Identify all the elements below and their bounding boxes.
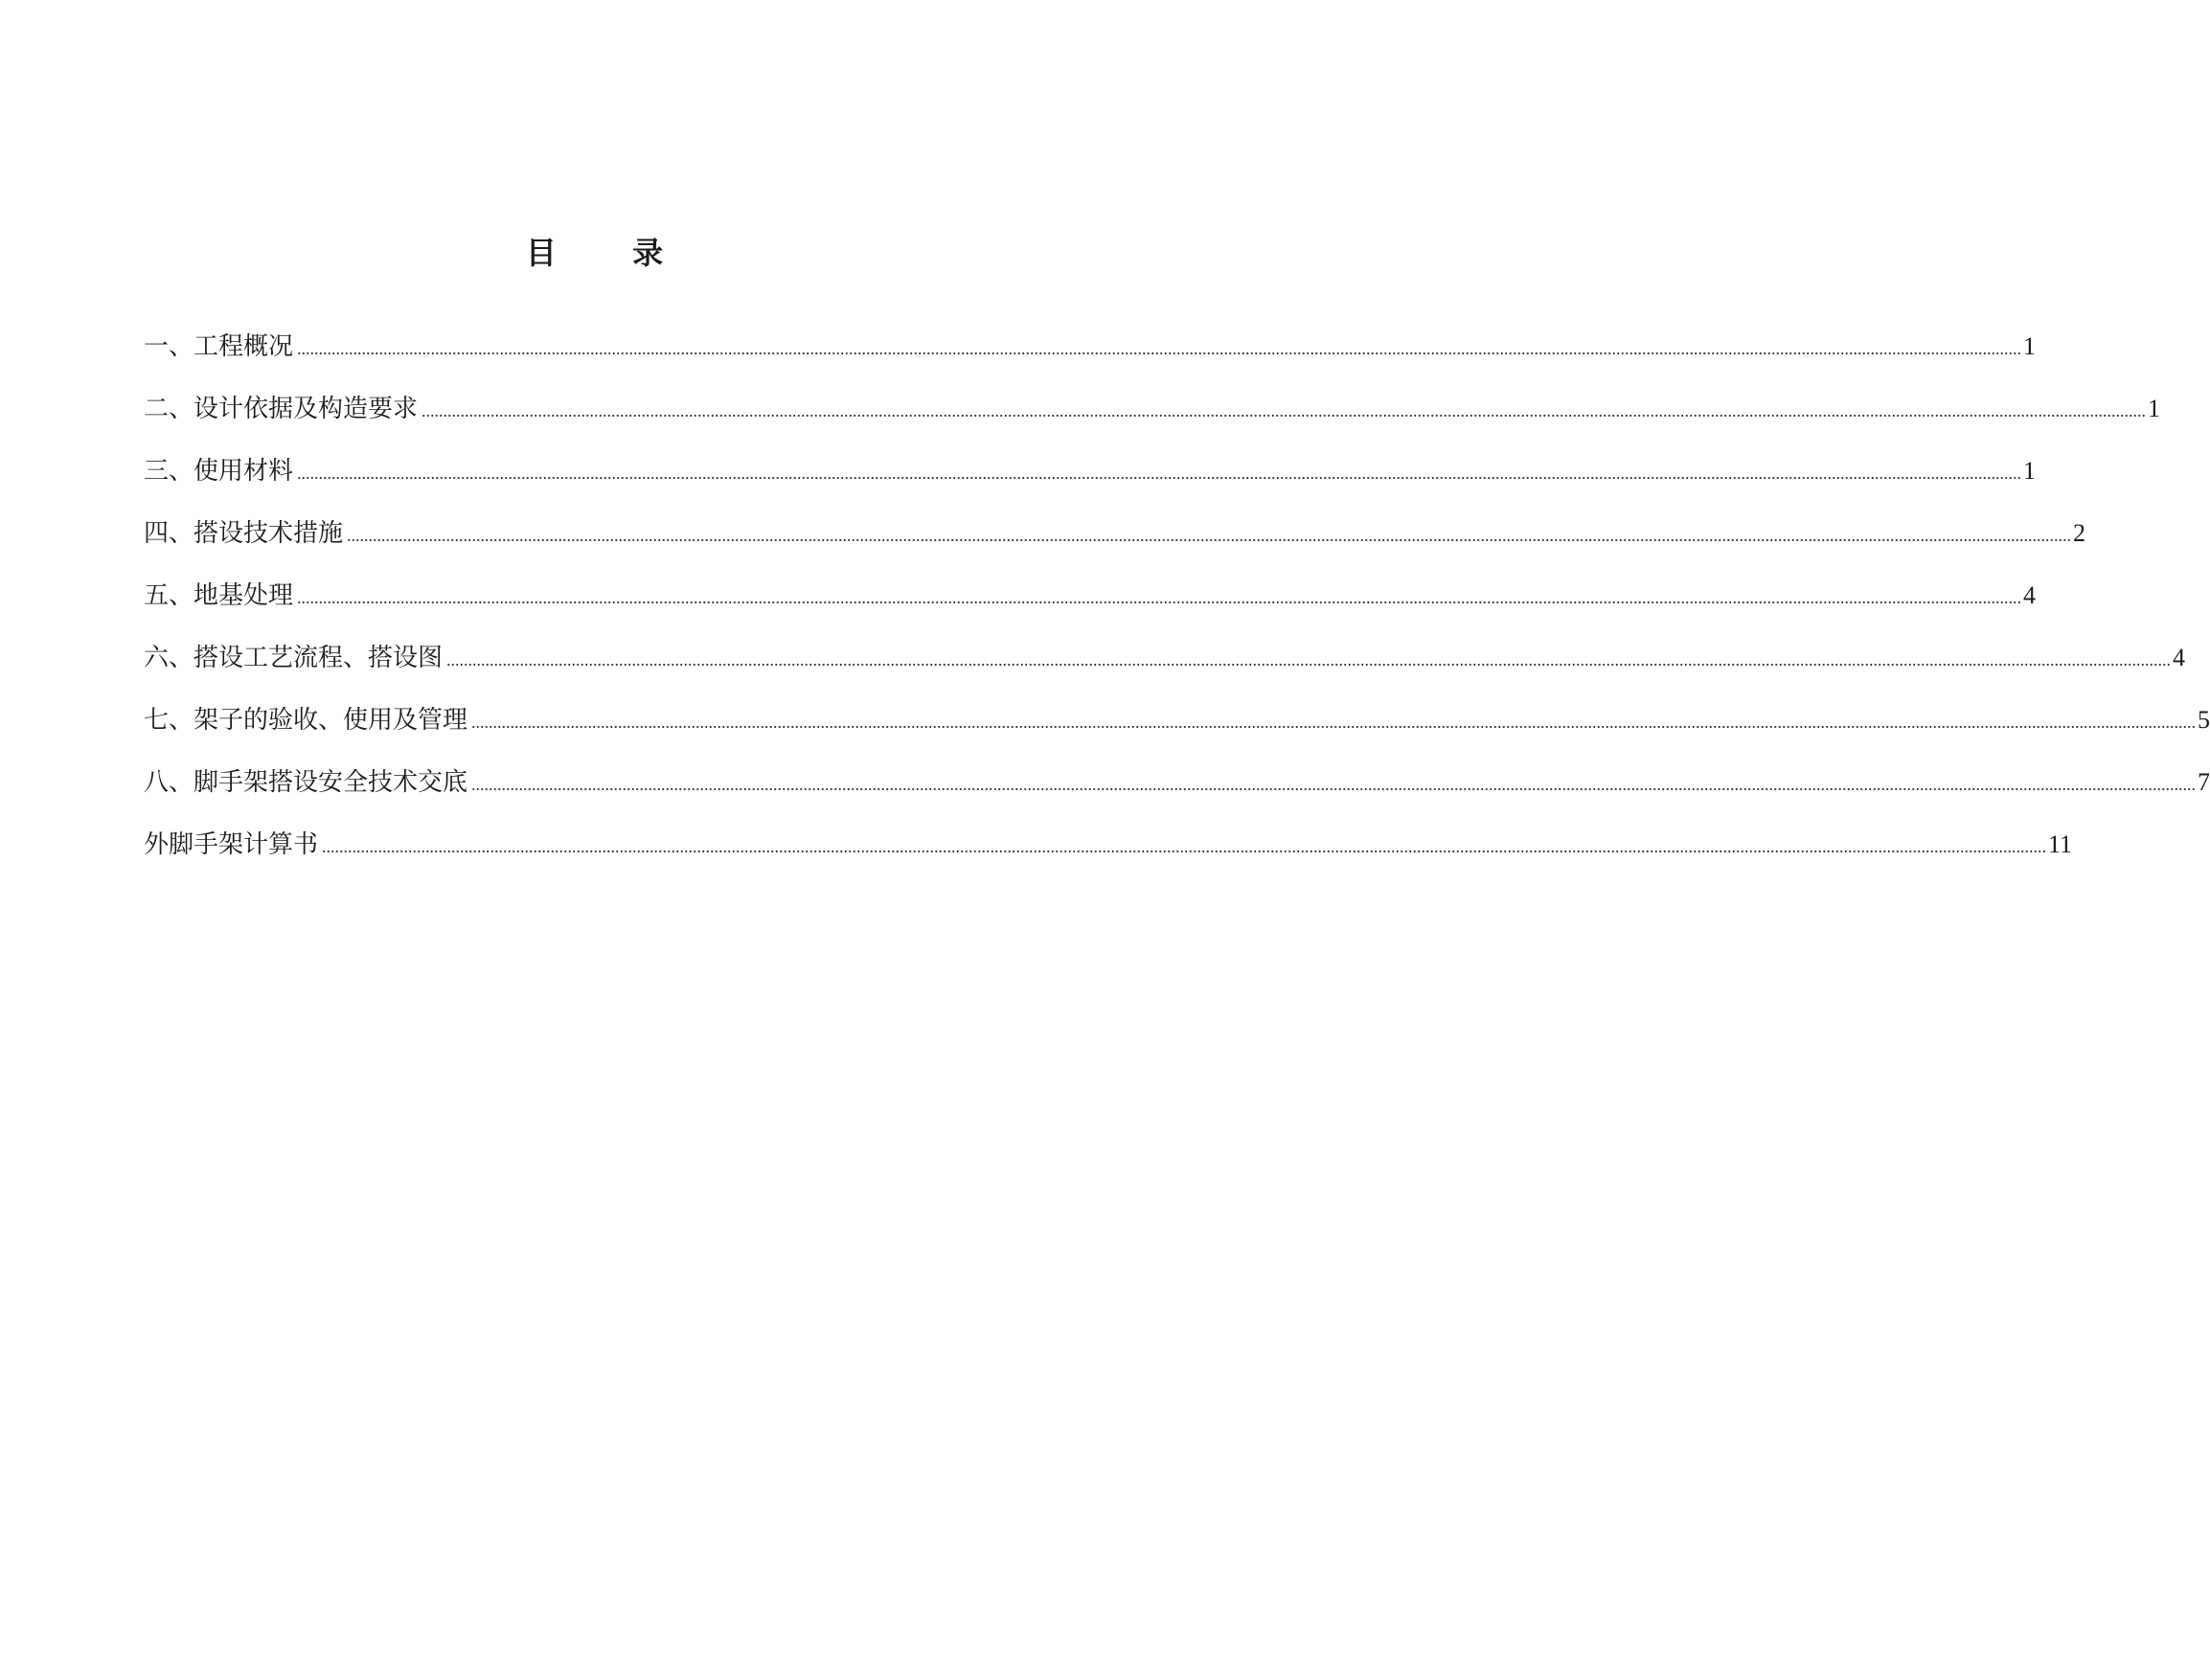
toc-title: 目 录: [525, 235, 696, 271]
toc-dot-leader: ................................................................................................................................................................................................................................................................................................................................................................................................................: [421, 401, 2147, 420]
toc-entry-label: 五、地基处理: [144, 581, 294, 610]
toc-entry[interactable]: [144, 761, 2210, 824]
toc-entry-label: 四、搭设技术措施: [144, 519, 344, 548]
toc-entry[interactable]: [144, 637, 2186, 699]
toc-entry-label: 二、设计依据及构造要求: [144, 395, 419, 423]
toc-entry[interactable]: [144, 699, 2210, 761]
toc-dot-leader: ................................................................................................................................................................................................................................................................................................................................................................................................................: [297, 464, 2022, 483]
toc-page-number: 2: [2073, 519, 2086, 547]
toc-entry[interactable]: [144, 575, 2037, 637]
toc-page-number: 1: [2148, 395, 2161, 422]
toc-dot-leader: ................................................................................................................................................................................................................................................................................................................................................................................................................: [297, 588, 2022, 607]
toc-page-number: 4: [2023, 581, 2037, 609]
toc-page-number: 1: [2023, 332, 2037, 360]
toc-page-number: 4: [2173, 644, 2186, 671]
toc-dot-leader: ................................................................................................................................................................................................................................................................................................................................................................................................................: [297, 339, 2022, 358]
toc-entry-label: 六、搭设工艺流程、搭设图: [144, 644, 444, 672]
toc-entry[interactable]: [144, 450, 2037, 512]
toc-list: [144, 326, 2210, 886]
toc-entry[interactable]: [144, 326, 2037, 388]
toc-entry[interactable]: [144, 512, 2086, 575]
toc-entry-label: 八、脚手架搭设安全技术交底: [144, 768, 468, 797]
toc-dot-leader: ................................................................................................................................................................................................................................................................................................................................................................................................................: [471, 775, 2197, 794]
toc-entry-label: 外脚手架计算书: [144, 830, 319, 859]
toc-entry[interactable]: [144, 388, 2161, 450]
toc-entry-label: 三、使用材料: [144, 457, 294, 486]
toc-entry-label: 一、工程概况: [144, 332, 294, 361]
toc-entry[interactable]: [144, 824, 2073, 886]
toc-page-number: 11: [2048, 830, 2073, 858]
toc-dot-leader: ................................................................................................................................................................................................................................................................................................................................................................................................................: [347, 526, 2072, 545]
toc-dot-leader: ................................................................................................................................................................................................................................................................................................................................................................................................................: [322, 837, 2047, 856]
toc-page-number: 1: [2023, 457, 2037, 485]
toc-page-number: 5: [2198, 706, 2210, 734]
toc-dot-leader: ................................................................................................................................................................................................................................................................................................................................................................................................................: [471, 713, 2197, 732]
toc-page-number: 7: [2198, 768, 2210, 796]
toc-dot-leader: ................................................................................................................................................................................................................................................................................................................................................................................................................: [446, 650, 2172, 670]
toc-entry-label: 七、架子的验收、使用及管理: [144, 706, 468, 735]
